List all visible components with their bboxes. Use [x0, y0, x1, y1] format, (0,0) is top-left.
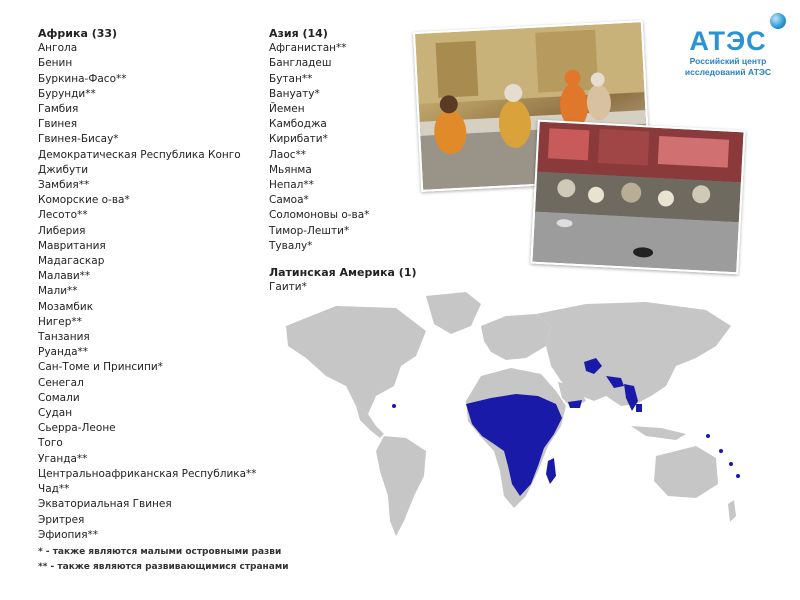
country-item: Малави** [38, 270, 91, 283]
country-item: Буркина-Фасо** [38, 72, 127, 85]
africa-list [38, 41, 268, 543]
map-greenland [426, 292, 481, 334]
country-item: Камбоджа [269, 118, 327, 131]
country-item: Мавритания [38, 239, 106, 252]
country-item: Самоа* [269, 194, 309, 207]
country-item: Сомали [38, 391, 80, 404]
country-item: Тимор-Лешти* [269, 224, 350, 237]
country-item: Гамбия [38, 103, 79, 116]
country-item: Гвинея [38, 118, 78, 131]
country-item: Ангола [38, 42, 78, 55]
country-item: Гвинея-Бисау* [38, 133, 119, 146]
country-item: Лесото** [38, 209, 88, 222]
country-item: Кирибати* [269, 133, 328, 146]
footnotes [38, 545, 289, 575]
country-item: Бангладеш [269, 57, 332, 70]
country-item: Того [38, 437, 63, 450]
country-item: Тувалу* [269, 239, 313, 252]
country-item: Коморские о-ва* [38, 194, 130, 207]
country-item: Демократическая Республика Конго [38, 148, 241, 161]
photo-market-stall-image [532, 122, 743, 272]
country-item: Замбия** [38, 179, 90, 192]
map-europe [481, 314, 551, 360]
country-item: Афганистан** [269, 42, 347, 55]
map-indonesia [631, 426, 686, 440]
map-cambodia-highlight [636, 404, 642, 412]
country-item: Мозамбик [38, 300, 94, 313]
logo-mark: АТЭС [689, 26, 767, 56]
map-north-america [286, 306, 426, 414]
country-item: Сан-Томе и Принсипи* [38, 361, 163, 374]
footnote-1: * - также являются малыми островными разви [38, 547, 282, 557]
country-item: Джибути [38, 163, 89, 176]
asia-heading: Азия (14) [269, 27, 328, 40]
map-island-1 [706, 434, 710, 438]
country-item: Лаос** [269, 148, 307, 161]
country-item: Соломоновы о-ва* [269, 209, 370, 222]
map-island-2 [719, 449, 723, 453]
country-item: Уганда** [38, 452, 88, 465]
asia-column [269, 26, 419, 295]
africa-heading: Африка (33) [38, 27, 118, 40]
country-item: Либерия [38, 224, 86, 237]
map-haiti [392, 404, 396, 408]
country-item: Мьянма [269, 163, 312, 176]
country-item: Гаити* [269, 281, 307, 294]
asia-list [269, 41, 419, 254]
country-item: Вануату* [269, 87, 320, 100]
country-item: Бурунди** [38, 87, 96, 100]
country-item: Танзания [38, 331, 90, 344]
photo-market-stall [530, 120, 745, 275]
world-map [276, 286, 746, 546]
country-item: Эфиопия** [38, 528, 99, 541]
country-item: Мали** [38, 285, 78, 298]
map-madagascar-highlight [546, 458, 556, 484]
map-island-4 [736, 474, 740, 478]
world-map-svg [276, 286, 746, 546]
logo-line-1: Российский центр [689, 56, 767, 66]
country-item: Эритрея [38, 513, 85, 526]
country-item: Непал** [269, 179, 314, 192]
country-item: Мадагаскар [38, 255, 105, 268]
logo-sphere-icon [770, 13, 786, 29]
country-item: Судан [38, 407, 73, 420]
latin-america-heading: Латинская Америка (1) [269, 266, 417, 280]
map-new-zealand [728, 500, 736, 522]
country-item: Сьерра-Леоне [38, 422, 116, 435]
map-south-america [376, 436, 426, 536]
country-item: Нигер** [38, 315, 82, 328]
country-item: Центральноафриканская Республика** [38, 467, 257, 480]
country-item: Экваториальная Гвинея [38, 498, 172, 511]
map-central-america [356, 406, 384, 438]
apec-logo [664, 10, 792, 90]
country-item: Бенин [38, 57, 73, 70]
country-item: Бутан** [269, 72, 313, 85]
country-item: Йемен [269, 103, 305, 116]
country-item: Руанда** [38, 346, 89, 359]
footnote-2: ** - также являются развивающимися странами [38, 562, 289, 572]
map-island-3 [729, 462, 733, 466]
country-item: Чад** [38, 483, 70, 496]
africa-column [38, 26, 268, 543]
map-australia [654, 446, 718, 498]
country-item: Сенегал [38, 376, 84, 389]
logo-line-2: исследований АТЭС [684, 67, 772, 77]
